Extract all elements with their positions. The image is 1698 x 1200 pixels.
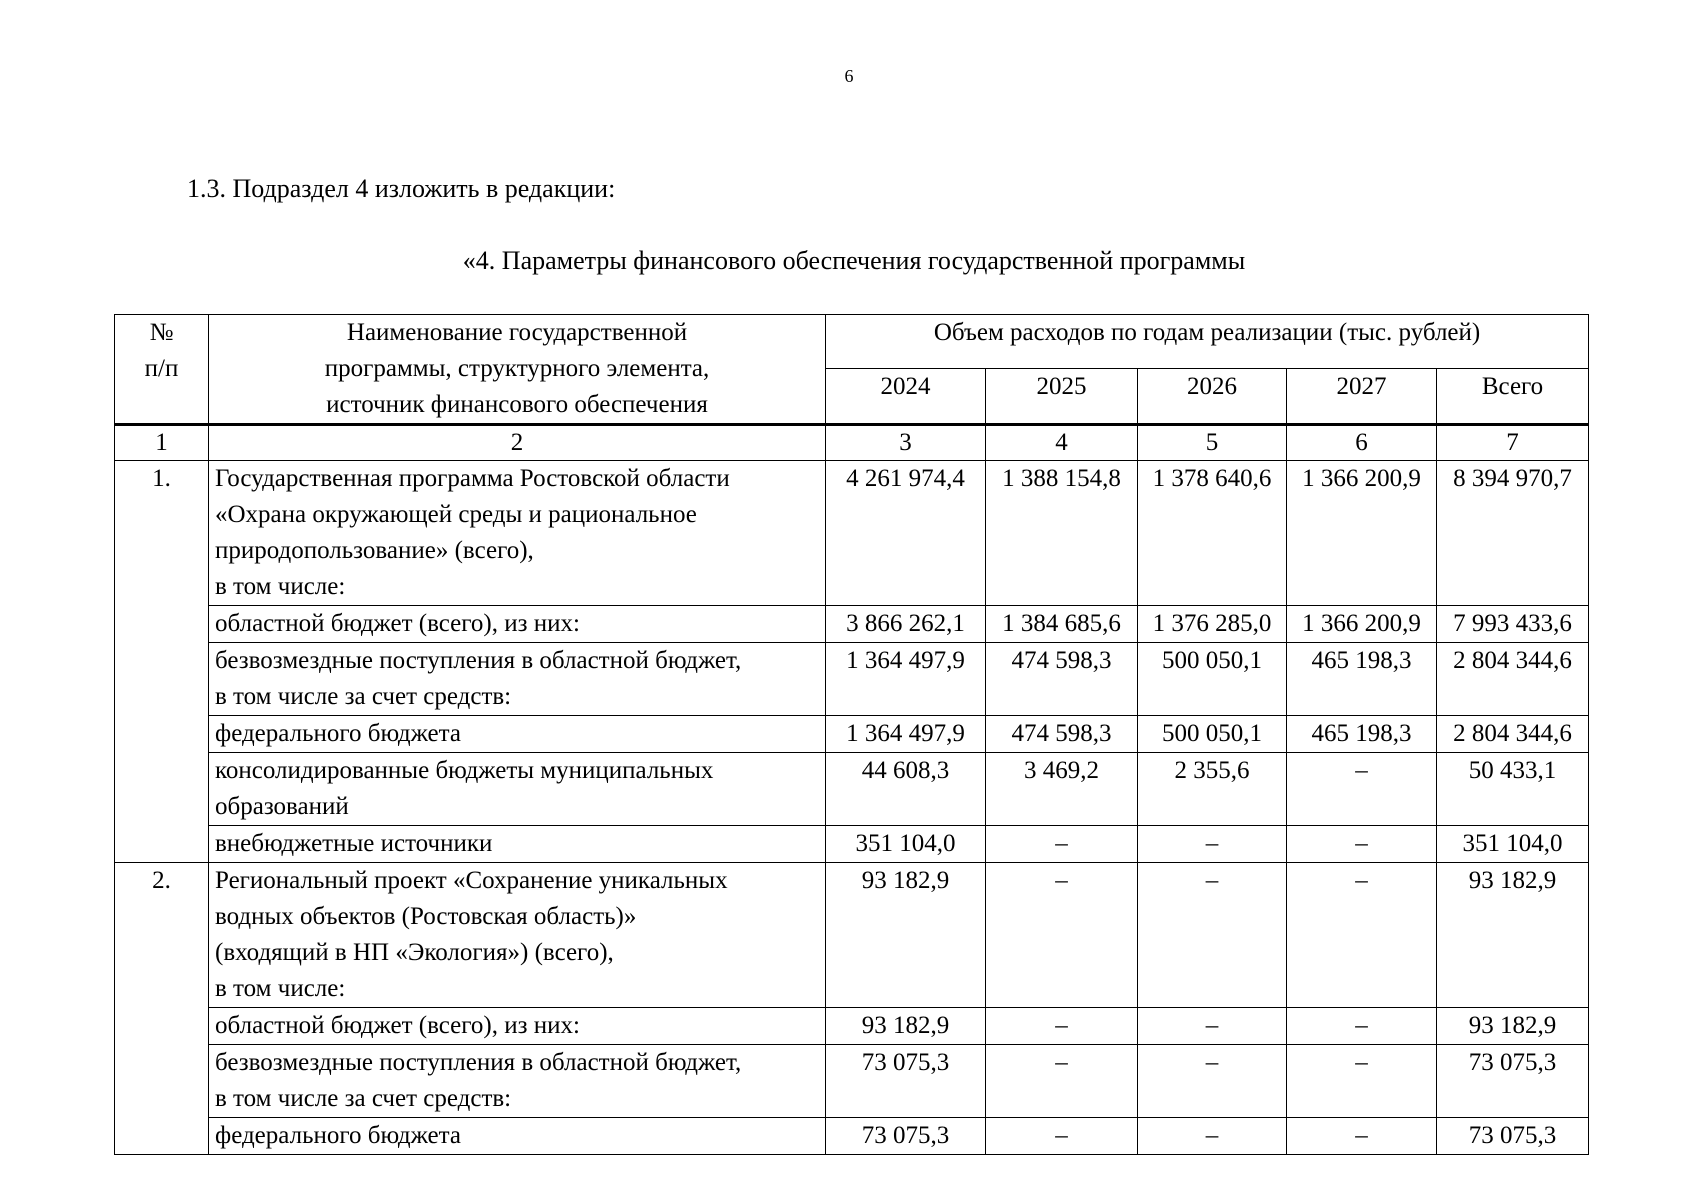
header-volume: Объем расходов по годам реализации (тыс. рублей) xyxy=(826,315,1589,369)
header-name-line3: источник финансового обеспечения xyxy=(326,391,708,418)
row-value: 1 378 640,6 xyxy=(1138,461,1287,606)
row-name xyxy=(209,1118,826,1155)
row-value: 500 050,1 xyxy=(1138,716,1287,753)
row-name xyxy=(209,716,826,753)
table-row xyxy=(115,606,1589,643)
row-value: – xyxy=(1138,1118,1287,1155)
financing-table xyxy=(114,314,1589,1155)
table-row xyxy=(115,753,1589,826)
row-name-line: (входящий в НП «Экология») (всего), xyxy=(215,939,614,966)
row-value: – xyxy=(1287,1045,1437,1118)
row-name-line: внебюджетные источники xyxy=(215,830,493,857)
column-index: 6 xyxy=(1287,425,1437,461)
row-name-line: консолидированные бюджеты муниципальных xyxy=(215,757,714,784)
table-row xyxy=(115,461,1589,606)
row-value: 1 376 285,0 xyxy=(1138,606,1287,643)
row-name xyxy=(209,643,826,716)
row-name-line: в том числе: xyxy=(215,975,346,1002)
row-name-line: Региональный проект «Сохранение уникальных xyxy=(215,867,728,894)
row-value: 474 598,3 xyxy=(986,643,1138,716)
row-value: – xyxy=(1138,826,1287,863)
row-value: – xyxy=(1287,826,1437,863)
row-name xyxy=(209,1008,826,1045)
row-value: – xyxy=(1287,1008,1437,1045)
intro-text: 1.3. Подраздел 4 изложить в редакции: xyxy=(187,174,616,203)
row-name xyxy=(209,826,826,863)
row-value: 73 075,3 xyxy=(826,1045,986,1118)
row-value: 474 598,3 xyxy=(986,716,1138,753)
row-name-line: федерального бюджета xyxy=(215,1122,461,1149)
row-value: 44 608,3 xyxy=(826,753,986,826)
header-year-2026: 2026 xyxy=(1138,369,1287,425)
table-row xyxy=(115,1045,1589,1118)
row-value: 1 364 497,9 xyxy=(826,716,986,753)
row-value: 73 075,3 xyxy=(1437,1045,1589,1118)
row-value: 73 075,3 xyxy=(1437,1118,1589,1155)
row-value: 1 366 200,9 xyxy=(1287,461,1437,606)
header-number-line1: № xyxy=(149,319,174,346)
section-title: «4. Параметры финансового обеспечения государственной программы xyxy=(462,246,1246,275)
header-name-line1: Наименование государственной xyxy=(346,319,688,346)
row-value: – xyxy=(986,826,1138,863)
table-body xyxy=(115,425,1589,1155)
row-value: 93 182,9 xyxy=(1437,1008,1589,1045)
column-index-row xyxy=(115,425,1589,461)
row-name-line: областной бюджет (всего), из них: xyxy=(215,1012,580,1039)
table-row xyxy=(115,716,1589,753)
row-value: 7 993 433,6 xyxy=(1437,606,1589,643)
row-value: 351 104,0 xyxy=(1437,826,1589,863)
row-value: – xyxy=(1138,1045,1287,1118)
header-year-2027: 2027 xyxy=(1287,369,1437,425)
row-value: 3 469,2 xyxy=(986,753,1138,826)
row-value: – xyxy=(1287,863,1437,1008)
row-value: – xyxy=(986,1008,1138,1045)
row-value: 351 104,0 xyxy=(826,826,986,863)
header-number-line2: п/п xyxy=(144,355,179,382)
row-name-line: областной бюджет (всего), из них: xyxy=(215,610,580,637)
table-header xyxy=(115,315,1589,425)
table-row xyxy=(115,1008,1589,1045)
row-value: – xyxy=(1287,753,1437,826)
row-number: 1. xyxy=(115,461,209,863)
row-value: 1 364 497,9 xyxy=(826,643,986,716)
column-index: 3 xyxy=(826,425,986,461)
row-name-line: федерального бюджета xyxy=(215,720,461,747)
row-value: 465 198,3 xyxy=(1287,716,1437,753)
row-value: – xyxy=(1138,1008,1287,1045)
row-value: 50 433,1 xyxy=(1437,753,1589,826)
row-value: 1 388 154,8 xyxy=(986,461,1138,606)
row-name-line: природопользование» (всего), xyxy=(215,537,534,564)
column-index: 5 xyxy=(1138,425,1287,461)
row-value: – xyxy=(1138,863,1287,1008)
table-row xyxy=(115,826,1589,863)
row-name-line: в том числе за счет средств: xyxy=(215,1085,512,1112)
header-name xyxy=(209,315,826,425)
row-name xyxy=(209,606,826,643)
row-value: – xyxy=(1287,1118,1437,1155)
row-name xyxy=(209,863,826,1008)
header-year-2024: 2024 xyxy=(826,369,986,425)
row-name xyxy=(209,1045,826,1118)
row-value: 2 355,6 xyxy=(1138,753,1287,826)
row-name-line: водных объектов (Ростовская область)» xyxy=(215,903,637,930)
row-name-line: безвозмездные поступления в областной бюджет, xyxy=(215,647,742,674)
column-index: 2 xyxy=(209,425,826,461)
row-value: – xyxy=(986,1045,1138,1118)
page-number: 6 xyxy=(844,66,854,86)
row-name-line: в том числе: xyxy=(215,573,346,600)
row-value: 1 366 200,9 xyxy=(1287,606,1437,643)
row-name xyxy=(209,753,826,826)
row-name-line: Государственная программа Ростовской области xyxy=(215,465,730,492)
header-total: Всего xyxy=(1437,369,1589,425)
table-row xyxy=(115,863,1589,1008)
row-value: 93 182,9 xyxy=(1437,863,1589,1008)
row-value: 4 261 974,4 xyxy=(826,461,986,606)
header-name-line2: программы, структурного элемента, xyxy=(324,355,710,382)
row-value: 93 182,9 xyxy=(826,863,986,1008)
row-value: 3 866 262,1 xyxy=(826,606,986,643)
row-value: 2 804 344,6 xyxy=(1437,716,1589,753)
row-name-line: образований xyxy=(215,793,349,820)
row-value: 465 198,3 xyxy=(1287,643,1437,716)
row-value: 2 804 344,6 xyxy=(1437,643,1589,716)
header-number xyxy=(115,315,209,425)
header-year-2025: 2025 xyxy=(986,369,1138,425)
column-index: 1 xyxy=(115,425,209,461)
row-value: 500 050,1 xyxy=(1138,643,1287,716)
row-name-line: «Охрана окружающей среды и рациональное xyxy=(215,501,697,528)
row-value: 93 182,9 xyxy=(826,1008,986,1045)
row-value: – xyxy=(986,863,1138,1008)
row-value: – xyxy=(986,1118,1138,1155)
row-name-line: безвозмездные поступления в областной бюджет, xyxy=(215,1049,742,1076)
row-name xyxy=(209,461,826,606)
row-number: 2. xyxy=(115,863,209,1155)
row-value: 73 075,3 xyxy=(826,1118,986,1155)
table-row xyxy=(115,1118,1589,1155)
column-index: 4 xyxy=(986,425,1138,461)
row-name-line: в том числе за счет средств: xyxy=(215,683,512,710)
row-value: 1 384 685,6 xyxy=(986,606,1138,643)
table-row xyxy=(115,643,1589,716)
column-index: 7 xyxy=(1437,425,1589,461)
row-value: 8 394 970,7 xyxy=(1437,461,1589,606)
